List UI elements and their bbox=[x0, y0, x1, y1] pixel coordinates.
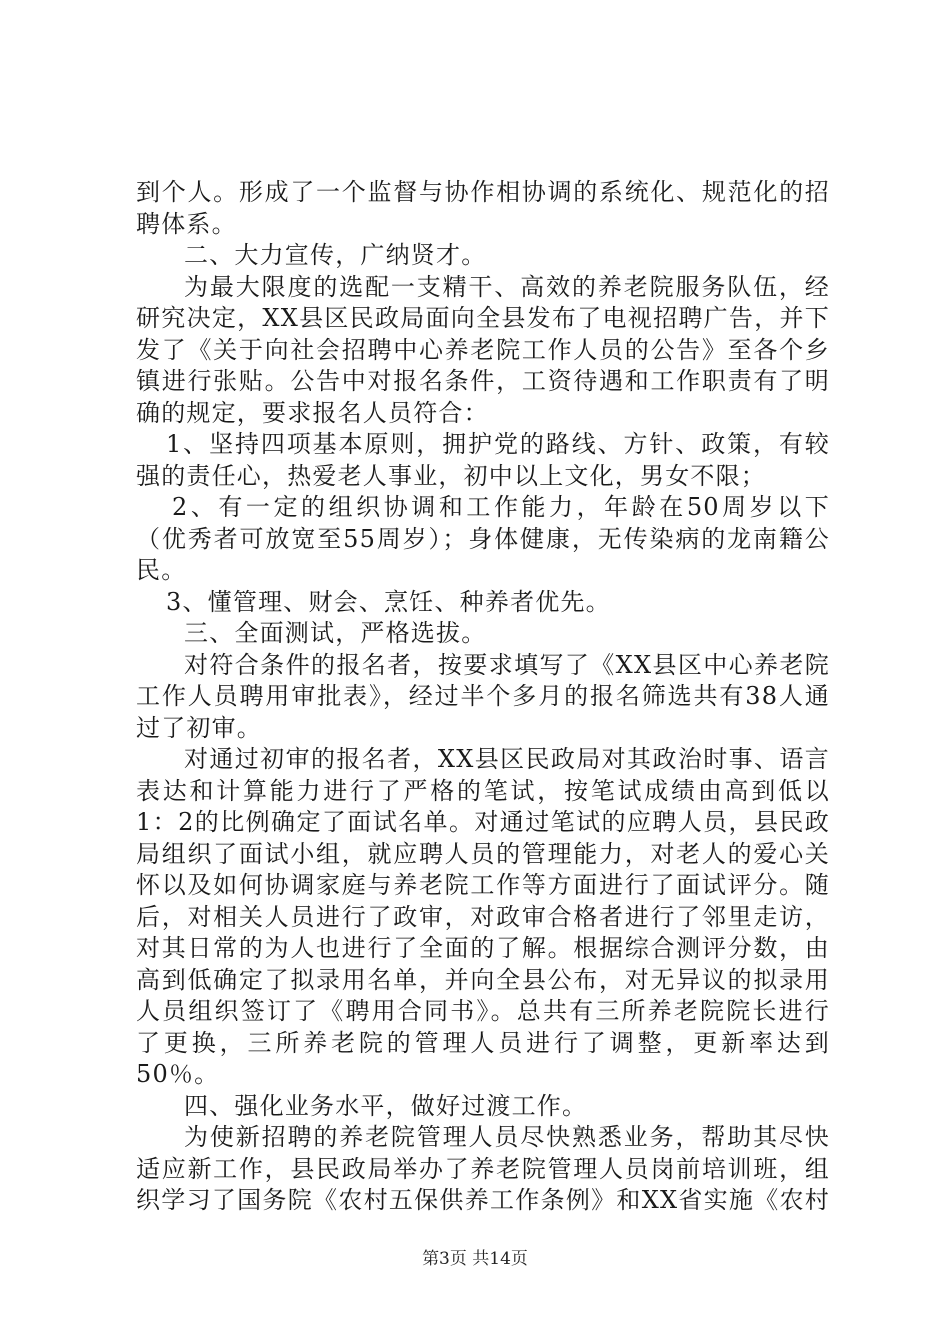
text-line: 后，对相关人员进行了政审，对政审合格者进行了邻里走访， bbox=[136, 902, 830, 931]
text-line: 过了初审。 bbox=[136, 713, 262, 742]
text-line: 织学习了国务院《农村五保供养工作条例》和XX省实施《农村 bbox=[136, 1186, 830, 1214]
text-line: 表达和计算能力进行了严格的笔试，按笔试成绩由高到低以 bbox=[136, 776, 830, 805]
section-heading: 四、强化业务水平，做好过渡工作。 bbox=[184, 1091, 588, 1120]
text-line: 对通过初审的报名者，XX县区民政局对其政治时事、语言 bbox=[184, 745, 830, 773]
text-line: 对符合条件的报名者，按要求填写了《XX县区中心养老院 bbox=[184, 650, 830, 679]
text-line: 高到低确定了拟录用名单，并向全县公布，对无异议的拟录用 bbox=[136, 965, 830, 994]
list-item: 3、懂管理、财会、烹饪、种养者优先。 bbox=[166, 587, 611, 616]
text-line: 研究决定，XX县区民政局面向全县发布了电视招聘广告，并下 bbox=[136, 304, 830, 332]
text-line: 工作人员聘用审批表》，经过半个多月的报名筛选共有38人通 bbox=[136, 682, 830, 710]
text-line: 适应新工作，县民政局举办了养老院管理人员岗前培训班，组 bbox=[136, 1154, 830, 1183]
text-line: 聘体系。 bbox=[136, 209, 237, 238]
document-body bbox=[136, 177, 830, 1217]
text-line: 局组织了面试小组，就应聘人员的管理能力，对老人的爱心关 bbox=[136, 839, 830, 868]
text-line: 1：2的比例确定了面试名单。对通过笔试的应聘人员，县民政 bbox=[136, 808, 830, 836]
text-line: 50％。 bbox=[136, 1060, 220, 1088]
section-heading: 二、大力宣传，广纳贤才。 bbox=[184, 241, 487, 269]
text-line: 怀以及如何协调家庭与养老院工作等方面进行了面试评分。随 bbox=[136, 871, 830, 899]
page-number-footer: 第3页 共14页 bbox=[422, 1249, 528, 1269]
text-line: 为最大限度的选配一支精干、高效的养老院服务队伍，经 bbox=[184, 272, 830, 301]
text-line: 镇进行张贴。公告中对报名条件，工资待遇和工作职责有了明 bbox=[136, 367, 830, 395]
list-item: 2、有一定的组织协调和工作能力，年龄在50周岁以下 bbox=[172, 493, 830, 521]
text-line: 民。 bbox=[136, 556, 187, 584]
section-heading: 三、全面测试，严格选拔。 bbox=[184, 619, 487, 647]
text-line: 到个人。形成了一个监督与协作相协调的系统化、规范化的招 bbox=[136, 178, 830, 206]
text-line: 了更换，三所养老院的管理人员进行了调整，更新率达到 bbox=[136, 1028, 830, 1057]
text-line: 强的责任心，热爱老人事业，初中以上文化，男女不限； bbox=[136, 461, 766, 490]
text-line: （优秀者可放宽至55周岁）；身体健康，无传染病的龙南籍公 bbox=[136, 524, 830, 553]
text-line: 确的规定，要求报名人员符合： bbox=[136, 398, 489, 427]
text-line: 对其日常的为人也进行了全面的了解。根据综合测评分数，由 bbox=[136, 934, 830, 962]
text-line: 人员组织签订了《聘用合同书》。总共有三所养老院院长进行 bbox=[136, 997, 830, 1025]
text-line: 为使新招聘的养老院管理人员尽快熟悉业务，帮助其尽快 bbox=[184, 1123, 830, 1151]
text-line: 发了《关于向社会招聘中心养老院工作人员的公告》至各个乡 bbox=[136, 335, 830, 364]
list-item: 1、坚持四项基本原则，拥护党的路线、方针、政策，有较 bbox=[166, 430, 830, 458]
